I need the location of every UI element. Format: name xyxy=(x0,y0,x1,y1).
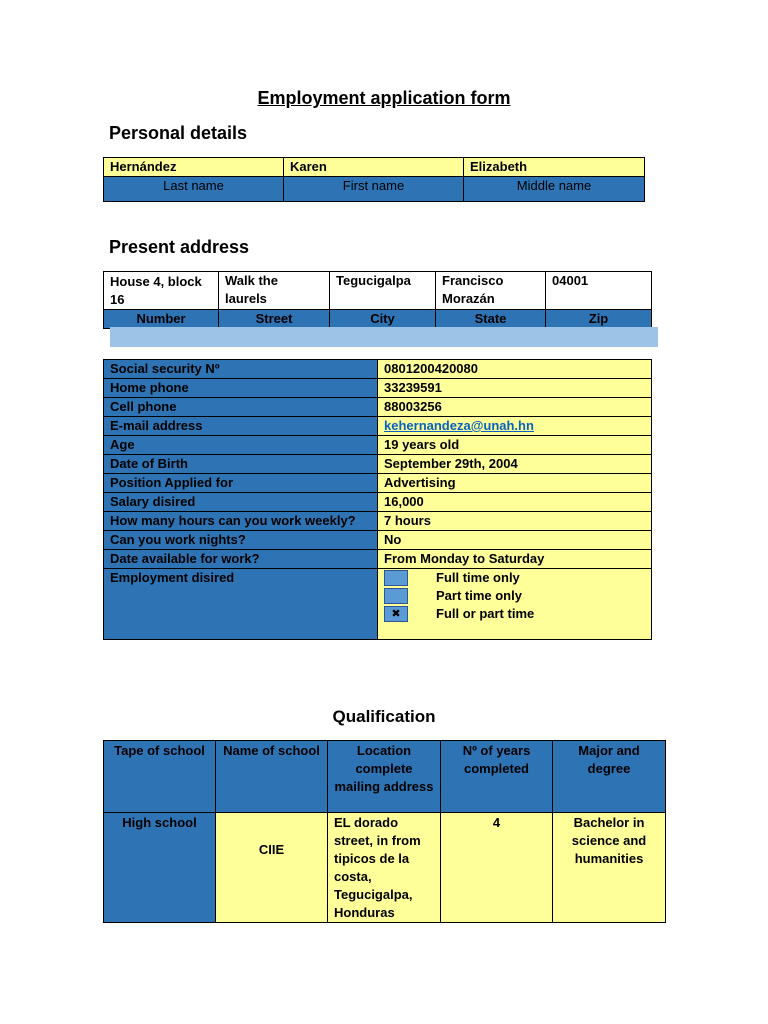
info-value: 0801200420080 xyxy=(378,360,652,379)
qual-header: Major and degree xyxy=(553,741,666,813)
qual-header: Tape of school xyxy=(104,741,216,813)
last-name-value: Hernández xyxy=(104,158,284,177)
option-label: Full time only xyxy=(436,570,520,585)
info-label: Date available for work? xyxy=(104,550,378,569)
address-zip-value: 04001 xyxy=(546,272,652,310)
separator-bar xyxy=(110,327,658,347)
first-name-value: Karen xyxy=(284,158,464,177)
first-name-label: First name xyxy=(284,177,464,202)
info-value: Advertising xyxy=(378,474,652,493)
full-or-part-time-checkbox[interactable]: ✖ xyxy=(384,606,408,622)
qual-years: 4 xyxy=(441,813,553,923)
qual-header: Nº of years completed xyxy=(441,741,553,813)
qual-header: Name of school xyxy=(216,741,328,813)
info-label: Date of Birth xyxy=(104,455,378,474)
option-label: Part time only xyxy=(436,588,522,603)
page-title: Employment application form xyxy=(257,88,511,108)
part-time-checkbox[interactable] xyxy=(384,588,408,604)
option-full-or-part-time[interactable] xyxy=(384,605,645,623)
qualification-table xyxy=(103,740,666,923)
qual-school-type: High school xyxy=(104,813,216,923)
qual-location: EL dorado street, in from tipicos de la costa, Tegucigalpa, Honduras xyxy=(328,813,441,923)
employment-desired-label: Employment disired xyxy=(104,569,378,640)
applicant-info-table xyxy=(103,359,652,640)
info-value: No xyxy=(378,531,652,550)
info-label: Home phone xyxy=(104,379,378,398)
option-part-time[interactable] xyxy=(384,587,645,605)
info-value: September 29th, 2004 xyxy=(378,455,652,474)
full-time-checkbox[interactable] xyxy=(384,570,408,586)
present-address-heading: Present address xyxy=(109,237,250,257)
last-name-label: Last name xyxy=(104,177,284,202)
info-value: 16,000 xyxy=(378,493,652,512)
employment-options xyxy=(378,569,652,640)
info-value: 33239591 xyxy=(378,379,652,398)
middle-name-value: Elizabeth xyxy=(464,158,645,177)
email-link[interactable]: kehernandeza@unah.hn xyxy=(384,418,534,433)
qual-header: Location complete mailing address xyxy=(328,741,441,813)
info-label: Position Applied for xyxy=(104,474,378,493)
qualification-heading: Qualification xyxy=(332,707,436,726)
address-table xyxy=(103,271,652,329)
qual-school-name: CIIE xyxy=(216,813,328,923)
personal-details-heading: Personal details xyxy=(109,123,248,143)
name-table xyxy=(103,157,645,202)
info-label: Can you work nights? xyxy=(104,531,378,550)
address-street-label: Street xyxy=(219,310,330,329)
address-city-label: City xyxy=(330,310,436,329)
address-number-label: Number xyxy=(104,310,219,329)
info-value: 7 hours xyxy=(378,512,652,531)
info-label: Age xyxy=(104,436,378,455)
address-street-value: Walk the laurels xyxy=(219,272,330,310)
info-label: How many hours can you work weekly? xyxy=(104,512,378,531)
middle-name-label: Middle name xyxy=(464,177,645,202)
info-label: Salary disired xyxy=(104,493,378,512)
option-label: Full or part time xyxy=(436,606,535,621)
info-value: 19 years old xyxy=(378,436,652,455)
address-state-label: State xyxy=(436,310,546,329)
address-number-value: House 4, block 16 xyxy=(104,272,219,310)
address-zip-label: Zip xyxy=(546,310,652,329)
address-city-value: Tegucigalpa xyxy=(330,272,436,310)
address-state-value: Francisco Morazán xyxy=(436,272,546,310)
info-label: Cell phone xyxy=(104,398,378,417)
info-label: E-mail address xyxy=(104,417,378,436)
option-full-time[interactable] xyxy=(384,569,645,587)
qual-major: Bachelor in science and humanities xyxy=(553,813,666,923)
info-label: Social security Nº xyxy=(104,360,378,379)
info-value: From Monday to Saturday xyxy=(378,550,652,569)
info-value: 88003256 xyxy=(378,398,652,417)
